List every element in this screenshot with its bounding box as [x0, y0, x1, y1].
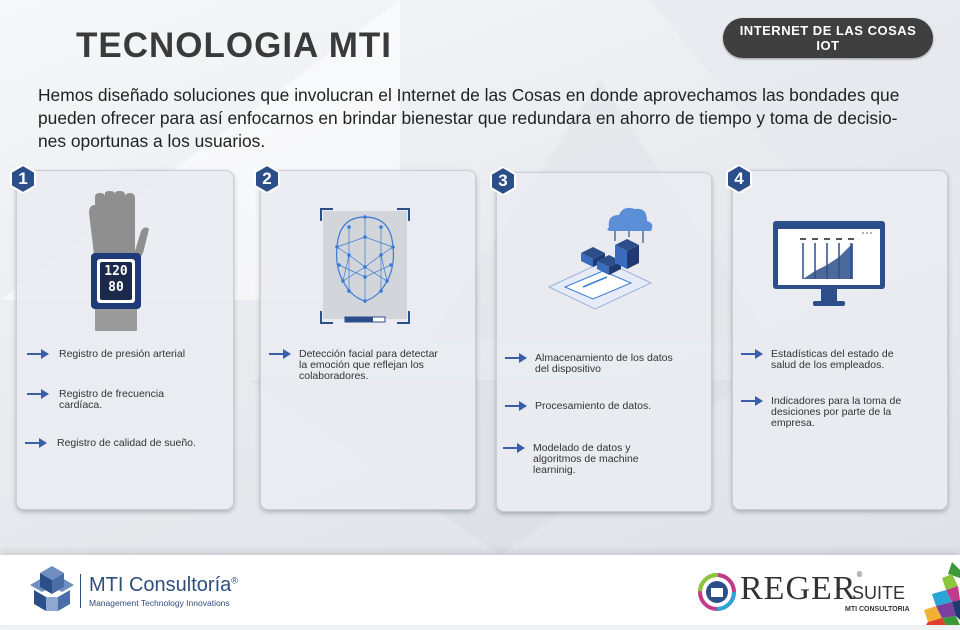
statistics-monitor-icon [773, 221, 885, 309]
cloud-data-servers-icon [545, 201, 655, 311]
category-badge [723, 18, 933, 58]
feature-text: empresa. [771, 417, 815, 429]
mti-registered-mark: ® [231, 575, 238, 586]
arrow-icon [741, 396, 763, 406]
card-number: 4 [734, 169, 744, 188]
feature-text: Registro de frecuencia [59, 388, 165, 400]
mti-logo-icon [30, 566, 74, 614]
reger-registered-mark: ® [856, 570, 864, 579]
feature-text: salud de los empleados. [771, 359, 885, 371]
arrow-icon [27, 349, 49, 359]
feature-text: colaboradores. [299, 370, 369, 382]
badge-line-1: INTERNET DE LAS COSAS [739, 23, 917, 38]
feature-text: cardíaca. [59, 399, 103, 411]
feature-text: la emoción que reflejan los [299, 359, 424, 371]
feature-item [269, 349, 438, 382]
card-number-badge [9, 165, 37, 193]
arrow-icon [505, 401, 527, 411]
feature-item [505, 401, 651, 412]
feature-text: del dispositivo [535, 363, 601, 375]
reger-suite-label: SUITE [852, 583, 906, 603]
face-recognition-icon [319, 207, 411, 325]
feature-item [27, 349, 185, 360]
monitor-diastolic: 80 [108, 280, 124, 295]
reger-subtitle: MTI CONSULTORIA [845, 606, 910, 613]
card-number-badge [725, 165, 753, 193]
reger-brand [740, 570, 864, 608]
feature-item [741, 349, 894, 371]
feature-item [741, 396, 901, 429]
corner-mosaic-decoration [922, 560, 960, 625]
mti-company-name [89, 574, 238, 597]
feature-card-2 [260, 170, 476, 510]
feature-item [505, 353, 673, 375]
card-number-badge [489, 167, 517, 195]
reger-text: REGER [740, 570, 857, 607]
arrow-icon [503, 443, 525, 453]
feature-text: Registro de calidad de sueño. [57, 437, 196, 449]
mti-tagline: Management Technology Innovations [89, 598, 230, 608]
monitor-systolic: 120 [104, 264, 128, 279]
card-number: 2 [262, 169, 272, 188]
arrow-icon [741, 349, 763, 359]
feature-item [25, 438, 196, 449]
feature-text: Indicadores para la toma de [771, 395, 902, 407]
feature-text: Almacenamiento de los datos [535, 352, 673, 364]
card-number: 1 [18, 169, 28, 188]
wrist-blood-pressure-monitor-icon [81, 191, 151, 331]
arrow-icon [269, 349, 291, 359]
feature-text: Registro de presión arterial [59, 348, 186, 360]
intro-line-2: pueden ofrecer para así enfocarnos en brindar bienestar que redundara en ahorro de tiempo y toma de decisio- [38, 108, 898, 128]
mti-divider [80, 574, 81, 608]
feature-card-4 [732, 170, 948, 510]
feature-text: Procesamiento de datos. [535, 400, 652, 412]
card-number: 3 [498, 171, 508, 190]
feature-text: learninig. [533, 464, 576, 476]
feature-text: Detección facial para detectar [299, 348, 438, 360]
arrow-icon [505, 353, 527, 363]
card-number-badge [253, 165, 281, 193]
intro-line-1: Hemos diseñado soluciones que involucran el Internet de las Cosas en donde aprovechamos las bondades que [38, 85, 900, 105]
feature-item [27, 389, 164, 411]
feature-item [503, 443, 639, 476]
intro-paragraph [38, 84, 928, 153]
feature-card-1 [16, 170, 234, 510]
page-title: TECNOLOGIA MTI [76, 26, 393, 65]
feature-text: desiciones por parte de la [771, 406, 892, 418]
arrow-icon [27, 389, 49, 399]
feature-card-3 [496, 172, 712, 512]
mti-name-text: MTI Consultoría [89, 574, 232, 596]
feature-text: Modelado de datos y [533, 442, 631, 454]
feature-text: Estadísticas del estado de [771, 348, 894, 360]
arrow-icon [25, 438, 47, 448]
feature-text: algoritmos de machine [533, 453, 639, 465]
intro-line-3: nes oportunas a los usuarios. [38, 131, 266, 151]
reger-logo-icon [698, 573, 736, 611]
badge-line-2: IOT [816, 38, 840, 53]
